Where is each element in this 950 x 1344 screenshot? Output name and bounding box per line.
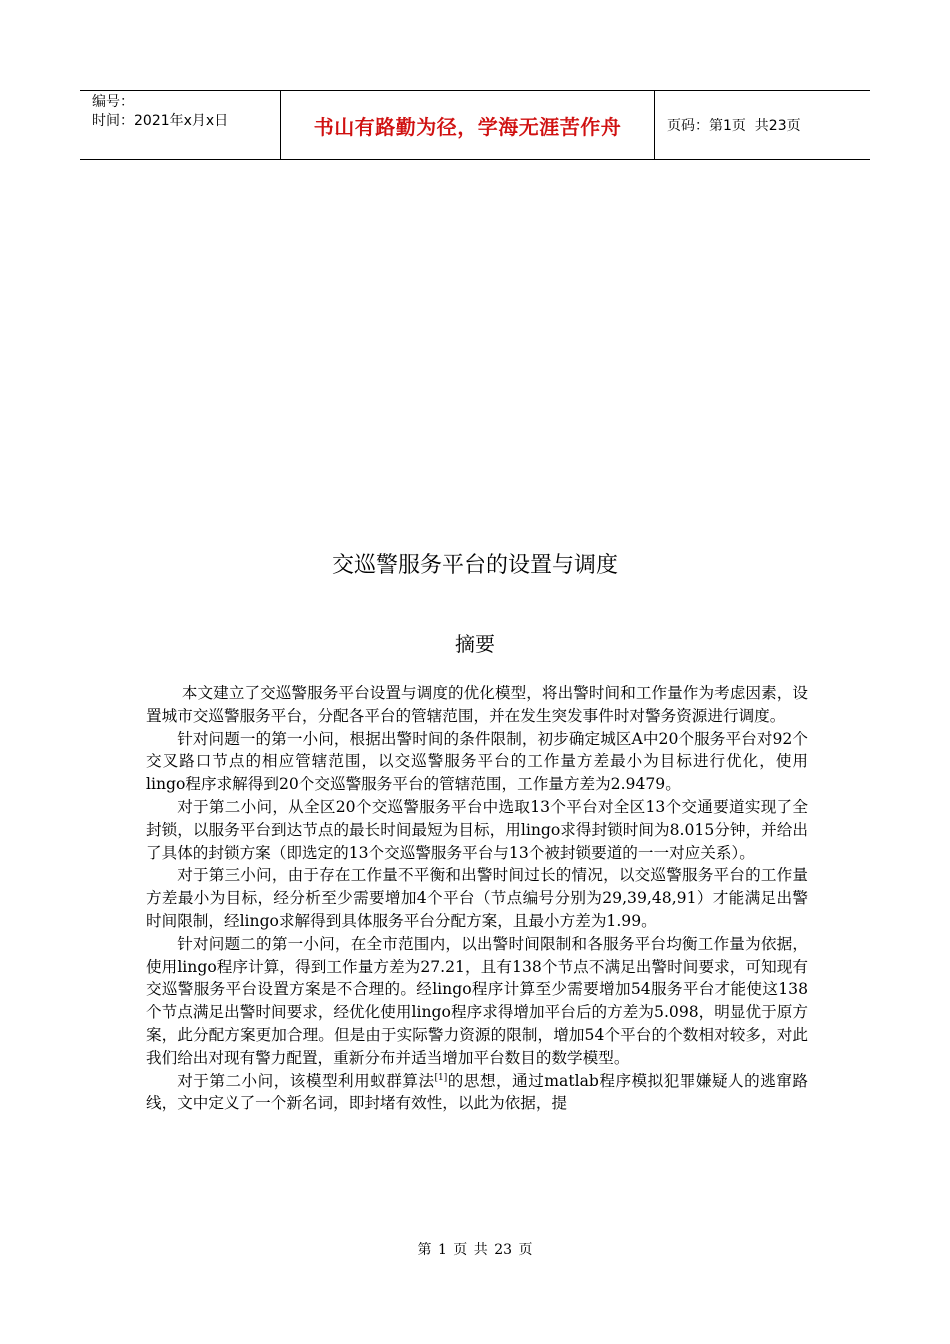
abstract-paragraph: 针对问题一的第一小问，根据出警时间的条件限制，初步确定城区A中20个服务平台对92个交叉路口节点的相应管辖范围，以交巡警服务平台的工作量方差最小为目标进行优化，使用lingo程序求解得到20个交巡警服务平台的管辖范围，工作量方差为2.9479。 <box>146 729 808 794</box>
abstract-paragraph: 本文建立了交巡警服务平台设置与调度的优化模型，将出警时间和工作量作为考虑因素，设置城市交巡警服务平台，分配各平台的管辖范围，并在发生突发事件时对警务资源进行调度。 <box>146 684 808 725</box>
citation-reference[interactable]: [1] <box>434 1072 448 1083</box>
header-left-cell <box>80 91 281 159</box>
document-number-label: 编号： <box>92 94 134 110</box>
abstract-body <box>146 682 808 1115</box>
header-motto: 书山有路勤为径，学海无涯苦作舟 <box>281 91 655 159</box>
page-footer: 第 1 页 共 23 页 <box>417 1242 533 1258</box>
header-right-cell <box>655 91 870 159</box>
document-time-label: 时间：2021年x月x日 <box>92 113 229 129</box>
page-header <box>80 90 870 160</box>
abstract-paragraph: 针对问题二的第一小问，在全市范围内，以出警时间限制和各服务平台均衡工作量为依据，使用lingo程序计算，得到工作量方差为27.21，且有138个节点不满足出警时间要求，可知现有交巡警服务平台设置方案是不合理的。经lingo程序计算至少需要增加54服务平台才能使这138个节点满足出警时间要求，经优化使用lingo程序求得增加平台后的方差为5.098，明显优于原方案，此分配方案更加合理。但是由于实际警力资源的限制，增加54个平台的个数相对较多，对此我们给出对现有警力配置，重新分布并适当增加平台数目的数学模型。 <box>146 934 808 1067</box>
header-page-info: 页码：第1页 共23页 <box>667 118 801 134</box>
abstract-paragraph-last <box>146 1070 808 1116</box>
abstract-paragraph: 对于第二小问，从全区20个交巡警服务平台中选取13个平台对全区13个交通要道实现了全封锁，以服务平台到达节点的最长时间最短为目标，用lingo求得封锁时间为8.015分钟，并给出了具体的封锁方案（即选定的13个交巡警服务平台与13个被封锁要道的一一对应关系）。 <box>146 797 808 862</box>
paragraph-text: 对于第二小问，该模型利用蚁群算法 <box>177 1071 435 1090</box>
abstract-heading: 摘要 <box>455 632 495 656</box>
paragraph-text: 的思想，通过matlab程序模拟犯罪嫌疑人的逃窜路线，文中定义了一个新名词，即封堵有效性，以此为依据，提 <box>146 1071 808 1113</box>
abstract-paragraph: 对于第三小问，由于存在工作量不平衡和出警时间过长的情况，以交巡警服务平台的工作量方差最小为目标，经分析至少需要增加4个平台（节点编号分别为29,39,48,91）才能满足出警时间限制，经lingo求解得到具体服务平台分配方案，且最小方差为1.99。 <box>146 866 808 930</box>
document-title: 交巡警服务平台的设置与调度 <box>331 553 618 578</box>
